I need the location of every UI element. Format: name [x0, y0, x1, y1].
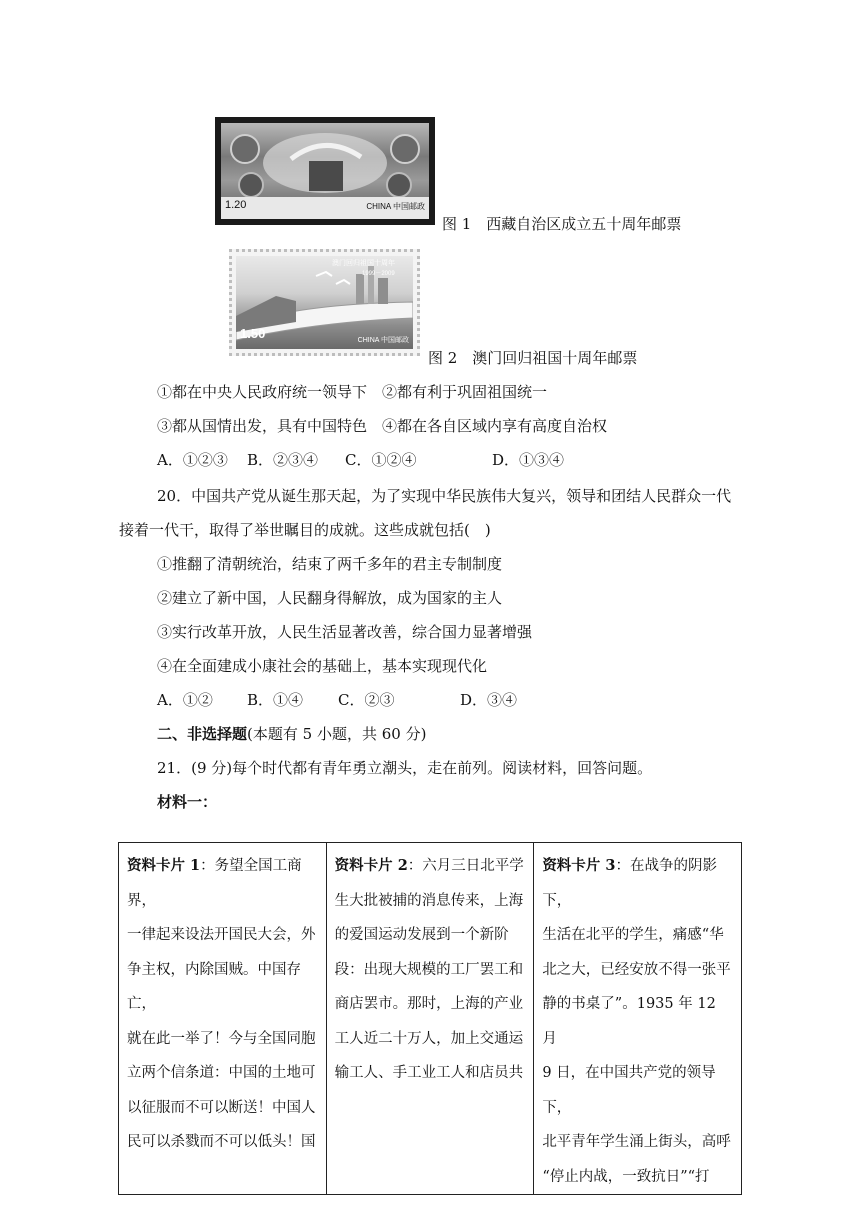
q21-material-label: 材料一： [157, 793, 218, 811]
stamp2-denomination: 1.50 [240, 326, 266, 341]
card1-line: 立两个信条道：中国的土地可 [127, 1065, 316, 1081]
stamp1-country: CHINA 中国邮政 [366, 202, 425, 211]
card1-title: 资料卡片 1 [127, 857, 201, 874]
q20-item-4: ④在全面建成小康社会的基础上，基本实现现代化 [157, 657, 488, 675]
card2-line: 商店罢市。那时，上海的产业 [334, 996, 524, 1012]
card3-line: 静的书桌了”。1935 年 12 月 [542, 996, 716, 1047]
q19-items-3-4: ③都从国情出发，具有中国特色 ④都在各自区域内享有高度自治权 [157, 417, 608, 435]
q20-option-c: C．②③ [338, 691, 395, 709]
card2-line: 生大批被捕的消息传来，上海 [334, 892, 524, 909]
stamp2-country: CHINA 中国邮政 [357, 337, 409, 344]
card3-title: 资料卡片 3 [542, 857, 616, 874]
figure1-caption: 图 1 西藏自治区成立五十周年邮票 [442, 215, 682, 233]
material-card-3 [534, 843, 742, 1195]
card2-title: 资料卡片 2 [334, 857, 408, 874]
q20-stem-line2: 接着一代干，取得了举世瞩目的成就。这些成就包括( ) [119, 521, 491, 539]
q19-option-a: A．①②③ [157, 451, 228, 469]
stamp2-years: 1999－2009 [362, 271, 395, 277]
card2-line: 的爱国运动发展到一个新阶 [334, 927, 509, 943]
q20-option-a: A．①② [157, 691, 213, 709]
card2-line: 输工人、手工业工人和店员共 [334, 1065, 524, 1081]
q20-stem-line1: 20．中国共产党从诞生那天起，为了实现中华民族伟大复兴，领导和团结人民群众一代 [157, 487, 732, 505]
card3-line: “停止内战，一致抗日”“打 [542, 1168, 710, 1185]
stamp2-title: 澳门回归祖国十周年 [332, 259, 395, 267]
stamp1-denomination: 1.20 [225, 199, 247, 211]
macau-stamp-image [229, 249, 420, 356]
section2-title: 二、非选择题 [157, 725, 248, 743]
card2-line: 段：出现大规模的工厂罢工和 [334, 961, 524, 978]
material-card-2 [326, 843, 534, 1195]
q20-item-2: ②建立了新中国，人民翻身得解放，成为国家的主人 [157, 589, 503, 607]
card3-line: 生活在北平的学生，痛感“华 [542, 927, 724, 943]
card1-line: 民可以杀戮而不可以低头！国 [127, 1134, 316, 1150]
card3-line: 北之大，已经安放不得一张平 [542, 961, 731, 978]
q19-option-b: B．②③④ [247, 451, 319, 469]
q21-stem: 21．(9 分)每个时代都有青年勇立潮头，走在前列。阅读材料，回答问题。 [157, 759, 653, 777]
section2-note: (本题有 5 小题，共 60 分) [247, 725, 427, 743]
card1-line: ：务望全国工商界， [127, 858, 302, 909]
material-card-1 [119, 843, 327, 1195]
card1-line: 以征服而不可以断送！中国人 [127, 1099, 316, 1116]
card3-line: ：在战争的阴影下， [542, 858, 717, 909]
figure2-caption: 图 2 澳门回归祖国十周年邮票 [428, 349, 638, 367]
q19-option-c: C．①②④ [345, 451, 417, 469]
card3-line: 北平青年学生涌上街头，高呼 [542, 1134, 731, 1150]
card1-line: 争主权，内除国贼。中国存亡， [127, 961, 301, 1012]
card1-line: 就在此一举了！今与全国同胞 [127, 1030, 316, 1047]
tibet-stamp-image [215, 117, 435, 225]
q19-items-1-2: ①都在中央人民政府统一领导下 ②都有利于巩固祖国统一 [157, 383, 548, 401]
section2-heading [157, 723, 426, 744]
card3-line: 9 日，在中国共产党的领导下， [542, 1065, 716, 1116]
q20-item-1: ①推翻了清朝统治，结束了两千多年的君主专制制度 [157, 555, 503, 573]
material-cards-table [118, 842, 742, 1195]
card2-line: ：六月三日北平学 [407, 858, 524, 874]
q19-option-d: D．①③④ [492, 451, 565, 469]
q20-option-b: B．①④ [247, 691, 304, 709]
card2-line: 工人近二十万人，加上交通运 [334, 1030, 524, 1047]
q20-item-3: ③实行改革开放，人民生活显著改善，综合国力显著增强 [157, 623, 533, 641]
q20-option-d: D．③④ [460, 691, 518, 709]
card1-line: 一律起来设法开国民大会，外 [127, 927, 316, 943]
